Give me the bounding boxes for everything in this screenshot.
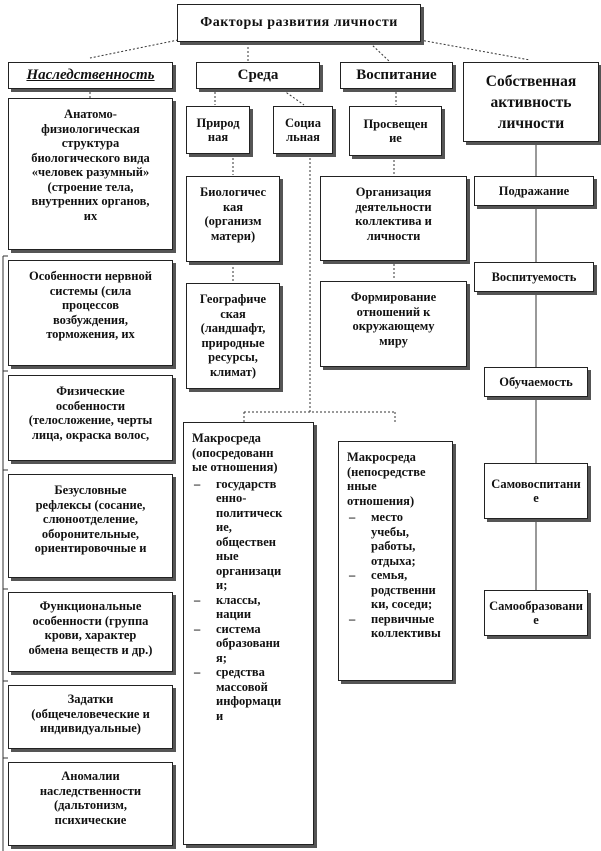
environment-natural-geographic: Географиче ская (ландшафт, природные ресурсы, климат) [186,283,280,389]
activity-self-study: Самообразование [484,590,588,636]
list-item: – средства массовой информаци и [192,665,305,723]
connector-title-upbringing [370,43,390,62]
environment-natural: Природ ная [186,106,250,154]
environment-macro-mediated [183,422,314,845]
heredity-item-3: Физические особенности (телосложение, черты лица, окраска волос, [8,375,173,461]
activity-imitation: Подражание [474,176,594,206]
upbringing-organization: Организация деятельности коллектива и личности [320,176,467,261]
activity-educability: Воспитуемость [474,262,594,292]
heredity-item-5: Функциональные особенности (группа крови, характер обмена веществ и др.) [8,592,173,672]
activity-header: Собственная активность личности [463,62,599,142]
heredity-item-1: Анатомо- физиологическая структура биологического вида «человек разумный» (строение тела, внутренних органов, их [8,98,173,250]
heredity-item-6: Задатки (общечеловеческие и индивидуальные) [8,685,173,749]
environment-social: Социа льная [273,106,333,154]
upbringing-formation: Формирование отношений к окружающему миру [320,281,467,367]
connector-title-activity [420,40,530,60]
list-item: – место учебы, работы, отдыха; [347,510,444,568]
activity-self-education: Самовоспитание [484,463,588,519]
macro-mediated-title: Макросреда (опосредованн ые отношения) [192,431,278,474]
activity-learnability: Обучаемость [484,367,588,397]
upbringing-enlightenment: Просвещен ие [349,106,442,156]
macro-direct-title: Макросреда (непосредстве нные отношения) [347,450,426,508]
environment-header: Среда [196,62,320,89]
list-item: – семья, родственни ки, соседи; [347,568,444,612]
heredity-item-4: Безусловные рефлексы (сосание, слюноотделение, оборонительные, ориентировочные и [8,474,173,578]
list-item: – система образовани я; [192,622,305,666]
environment-macro-direct [338,441,453,681]
list-item: – первичные коллективы [347,612,444,641]
heredity-header: Наследственность [8,62,173,89]
heredity-item-2: Особенности нервной системы (сила процессов возбуждения, торможения, их [8,260,173,366]
list-item: – классы, нации [192,593,305,622]
diagram-title: Факторы развития личности [177,4,421,42]
macro-direct-list [347,510,444,641]
connector-title-heredity [90,40,178,58]
environment-natural-biological: Биологичес кая (организм матери) [186,176,280,262]
macro-mediated-list [192,477,305,724]
connector-env-social [280,88,304,105]
list-item: – государств енно- политическ ие, обществен ные организаци и; [192,477,305,593]
heredity-item-7: Аномалии наследственности (дальтонизм, психические [8,762,173,846]
upbringing-header: Воспитание [340,62,453,89]
